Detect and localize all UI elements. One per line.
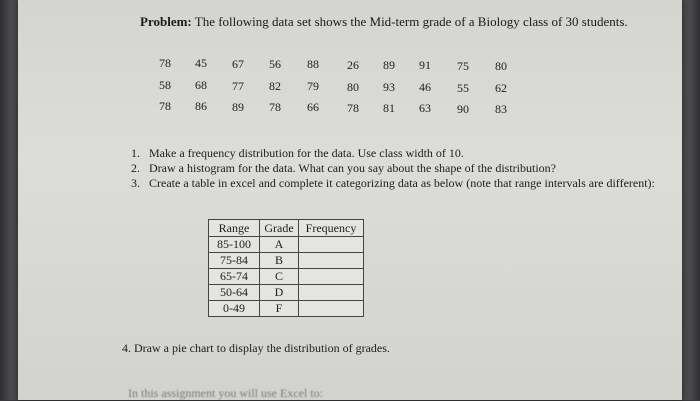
data-value: 45 <box>195 56 207 71</box>
data-value: 58 <box>159 78 171 92</box>
data-value: 78 <box>269 100 281 115</box>
header-frequency: Frequency <box>299 220 364 237</box>
cell-grade: A <box>260 237 299 253</box>
cell-frequency <box>299 269 364 285</box>
cell-grade: D <box>260 285 299 301</box>
data-value: 80 <box>347 79 359 94</box>
cell-grade: C <box>260 269 299 285</box>
question-4 <box>122 341 390 356</box>
header-grade: Grade <box>260 220 299 237</box>
question-number: 2. <box>131 161 140 175</box>
cell-grade: F <box>260 301 299 317</box>
cell-range: 0-49 <box>209 301 260 317</box>
question-text: Create a table in excel and complete it categorizing data as below (note that range intervals are different): <box>149 176 655 190</box>
document-page <box>18 0 682 400</box>
cell-frequency <box>299 285 364 301</box>
cell-frequency <box>299 253 364 269</box>
data-value: 83 <box>495 102 507 117</box>
cell-range: 85-100 <box>209 237 260 253</box>
question-number: 1. <box>131 146 140 160</box>
cell-range: 50-64 <box>209 285 260 301</box>
question-number: 4. <box>122 341 131 355</box>
data-value: 78 <box>347 100 359 115</box>
question-item <box>131 161 671 176</box>
data-value: 91 <box>419 58 431 73</box>
problem-text: The following data set shows the Mid-term grade of a Biology class of 30 students. <box>194 14 628 29</box>
data-value: 86 <box>195 99 207 114</box>
problem-statement <box>140 14 628 30</box>
data-value: 67 <box>232 56 244 71</box>
data-value: 55 <box>457 80 469 95</box>
data-value: 62 <box>495 81 507 96</box>
question-list <box>131 146 671 191</box>
table-row <box>209 253 364 269</box>
data-value: 93 <box>383 80 395 95</box>
cell-grade: B <box>260 253 299 269</box>
data-value: 90 <box>457 101 469 116</box>
question-number: 3. <box>131 176 140 190</box>
data-value: 80 <box>495 59 507 74</box>
data-value: 66 <box>307 100 319 115</box>
data-value: 63 <box>419 101 431 116</box>
data-value: 78 <box>159 56 171 70</box>
data-value: 75 <box>457 58 469 73</box>
data-value: 82 <box>269 79 281 94</box>
cell-range: 65-74 <box>209 269 260 285</box>
data-value: 46 <box>419 80 431 95</box>
cutoff-bottom-text: In this assignment you will use Excel to: <box>128 386 323 400</box>
data-value: 68 <box>195 78 207 93</box>
data-value: 56 <box>269 57 281 72</box>
question-text: Draw a histogram for the data. What can you say about the shape of the distribution? <box>149 161 556 175</box>
question-item <box>131 176 671 191</box>
question-text: Draw a pie chart to display the distribution of grades. <box>134 341 390 355</box>
cell-frequency <box>299 301 364 317</box>
table-row <box>209 301 364 317</box>
data-value: 26 <box>347 57 359 72</box>
data-value: 77 <box>232 78 244 93</box>
table-header-row <box>209 220 364 237</box>
data-value: 79 <box>307 79 319 94</box>
table-row <box>209 269 364 285</box>
cell-range: 75-84 <box>209 253 260 269</box>
header-range: Range <box>209 220 260 237</box>
table-row <box>209 285 364 301</box>
table-row <box>209 237 364 253</box>
data-value: 89 <box>232 99 244 114</box>
question-text: Make a frequency distribution for the data. Use class width of 10. <box>149 146 464 160</box>
data-value: 81 <box>383 101 395 116</box>
data-value: 78 <box>159 99 171 113</box>
problem-label: Problem: <box>140 14 192 29</box>
cell-frequency <box>299 237 364 253</box>
data-value: 89 <box>383 58 395 73</box>
question-item <box>131 146 671 161</box>
data-value: 88 <box>307 57 319 72</box>
grade-table <box>208 219 364 317</box>
